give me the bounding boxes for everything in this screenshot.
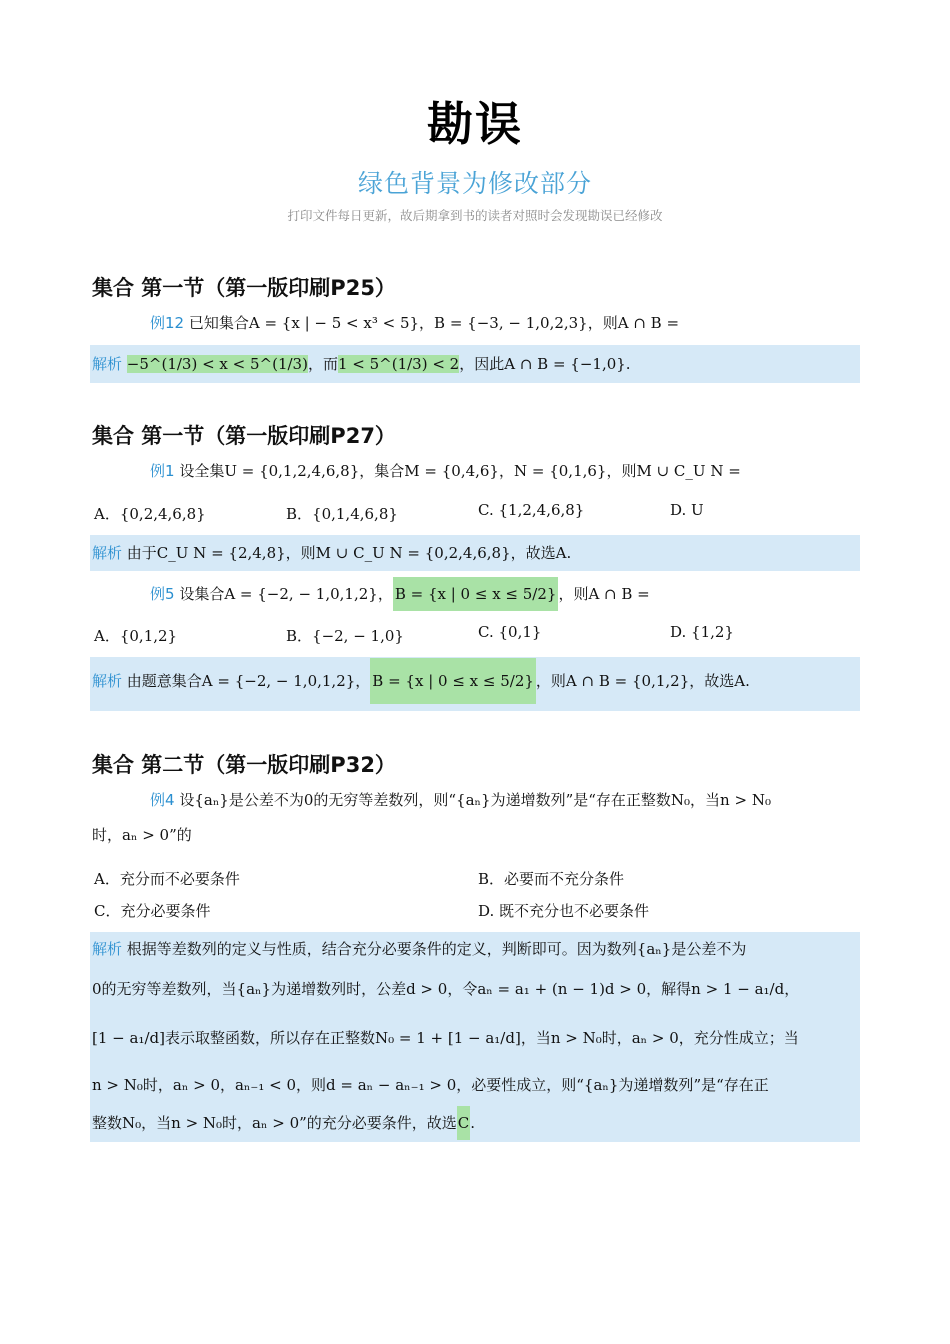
example-label: 例1 [150, 462, 175, 480]
analysis-label: 解析 [92, 544, 123, 562]
update-note: 打印文件每日更新，故后期拿到书的读者对照时会发现勘误已经修改 [287, 208, 663, 223]
example-question [150, 460, 741, 481]
question-text: 时，aₙ > 0”的 [92, 826, 192, 844]
example-label: 例12 [150, 314, 185, 332]
analysis-label: 解析 [92, 355, 123, 373]
question-text: 已知集合A = {x | − 5 < x³ < 5}，B = {−3, − 1,0,2,3}，则A ∩ B = [188, 314, 680, 332]
example-question [150, 583, 650, 604]
example-question [150, 312, 679, 333]
analysis-text: ，而 [307, 355, 338, 373]
option-a: A．{0,1,2} [94, 627, 178, 645]
option-c: C．充分必要条件 [94, 902, 211, 920]
analysis-row [92, 938, 746, 959]
analysis-text: ，则A ∩ B = {0,1,2}，故选A. [535, 672, 750, 690]
section-heading: 集合 第一节（第一版印刷P27） [92, 424, 396, 448]
option-d: D. {1,2} [670, 623, 734, 641]
analysis-text: . [470, 1114, 476, 1132]
analysis-label: 解析 [92, 940, 123, 958]
analysis-row [92, 353, 631, 374]
question-text: ，则A ∩ B = [558, 585, 650, 603]
analysis-text: 由于C_U N = {2,4,8}，则M ∪ C_U N = {0,2,4,6,8}，故选A. [126, 544, 572, 562]
option-b: B．{−2, − 1,0} [286, 627, 404, 645]
section-heading: 集合 第一节（第一版印刷P25） [92, 276, 396, 300]
analysis-text: 根据等差数列的定义与性质，结合充分必要条件的定义，判断即可。因为数列{aₙ}是公差不为 [126, 940, 747, 958]
example-label: 例5 [150, 585, 175, 603]
section-heading: 集合 第二节（第一版印刷P32） [92, 753, 396, 777]
analysis-text: 由题意集合A = {−2, − 1,0,1,2}， [126, 672, 371, 690]
analysis-row [92, 670, 750, 691]
option-a: A．{0,2,4,6,8} [94, 505, 206, 523]
option-d: D. U [670, 501, 704, 519]
option-b: B．必要而不充分条件 [478, 870, 625, 888]
analysis-text: ，因此A ∩ B = {−1,0}. [459, 355, 631, 373]
question-text: 设{aₙ}是公差不为0的无穷等差数列，则“{aₙ}为递增数列”是“存在正整数N₀，当n > N₀ [179, 791, 771, 809]
analysis-text: [1 − a₁/d]表示取整函数，所以存在正整数N₀ = 1 + [1 − a₁/d]，当n > N₀时，aₙ > 0，充分性成立；当 [92, 1029, 799, 1047]
question-text: 设集合A = {−2, − 1,0,1,2}， [179, 585, 393, 603]
highlight-correction: −5^(1/3) < x < 5^(1/3) [126, 355, 308, 373]
option-c: C. {0,1} [478, 623, 542, 641]
highlight-correction: B = {x | 0 ≤ x ≤ 5/2} [393, 577, 559, 611]
analysis-label: 解析 [92, 672, 123, 690]
analysis-text: 0的无穷等差数列，当{aₙ}为递增数列时，公差d > 0，令aₙ = a₁ + (n − 1)d > 0，解得n > 1 − a₁/d， [92, 980, 800, 998]
analysis-row [92, 542, 571, 563]
page-title: 勘误 [427, 97, 523, 151]
option-d: D. 既不充分也不必要条件 [478, 902, 650, 920]
highlight-correction: 1 < 5^(1/3) < 2 [337, 355, 460, 373]
highlight-correction: B = {x | 0 ≤ x ≤ 5/2} [370, 658, 536, 704]
analysis-text: n > N₀时，aₙ > 0，aₙ₋₁ < 0，则d = aₙ − aₙ₋₁ > 0，必要性成立，则“{aₙ}为递增数列”是“存在正 [92, 1076, 769, 1094]
page-subtitle: 绿色背景为修改部分 [357, 169, 592, 198]
highlight-correction: C [457, 1106, 470, 1140]
question-text: 设全集U = {0,1,2,4,6,8}，集合M = {0,4,6}，N = {0,1,6}，则M ∪ C_U N = [179, 462, 741, 480]
option-b: B．{0,1,4,6,8} [286, 505, 398, 523]
option-c: C. {1,2,4,6,8} [478, 501, 585, 519]
analysis-text: 整数N₀，当n > N₀时，aₙ > 0”的充分必要条件，故选 [92, 1114, 457, 1132]
example-label: 例4 [150, 791, 175, 809]
analysis-row [92, 1112, 475, 1133]
option-a: A．充分而不必要条件 [94, 870, 240, 888]
example-question [150, 789, 771, 810]
